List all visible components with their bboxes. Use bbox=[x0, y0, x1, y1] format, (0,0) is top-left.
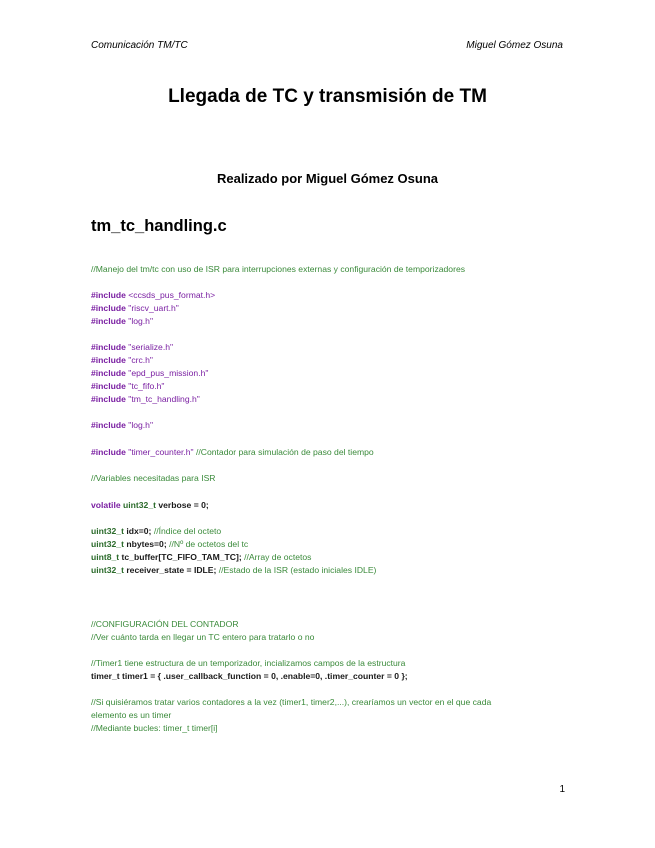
variable-declaration: uint32_t nbytes=0; //Nº de octetos del tc bbox=[91, 539, 249, 549]
variable-declaration: uint32_t receiver_state = IDLE; //Estado de la ISR (estado iniciales IDLE) bbox=[91, 565, 377, 575]
header-left: Comunicación TM/TC bbox=[91, 40, 188, 51]
include-line: #include "tm_tc_handling.h" bbox=[91, 394, 200, 404]
code-comment: //Manejo del tm/tc con uso de ISR para interrupciones externas y configuración de temporizadores bbox=[91, 264, 466, 274]
code-comment: //Si quisiéramos tratar varios contadores a la vez (timer1, timer2,...), crearíamos un vector en el que cada bbox=[91, 697, 492, 707]
author-line: Realizado por Miguel Gómez Osuna bbox=[216, 171, 439, 186]
code-comment: //Timer1 tiene estructura de un temporizador, incializamos campos de la estructura bbox=[91, 658, 406, 668]
include-line: #include "crc.h" bbox=[91, 355, 153, 365]
include-line: #include "log.h" bbox=[91, 316, 153, 326]
code-comment: elemento es un timer bbox=[91, 710, 172, 720]
variable-declaration: uint32_t idx=0; //Índice del octeto bbox=[91, 526, 222, 536]
include-line: #include "serialize.h" bbox=[91, 342, 174, 352]
timer-declaration: timer_t timer1 = { .user_callback_function = 0, .enable=0, .timer_counter = 0 }; bbox=[91, 671, 408, 681]
header-right: Miguel Gómez Osuna bbox=[466, 40, 563, 51]
include-line: #include "timer_counter.h" //Contador para simulación de paso del tiempo bbox=[91, 447, 374, 457]
include-line: #include "tc_fifo.h" bbox=[91, 381, 165, 391]
include-line: #include "log.h" bbox=[91, 420, 153, 430]
page-number: 1 bbox=[559, 784, 565, 795]
include-line: #include "riscv_uart.h" bbox=[91, 303, 179, 313]
code-comment: //Mediante bucles: timer_t timer[i] bbox=[91, 723, 218, 733]
include-line: #include <ccsds_pus_format.h> bbox=[91, 290, 216, 300]
document-title: Llegada de TC y transmisión de TM bbox=[168, 86, 487, 107]
code-comment: //CONFIGURACIÓN DEL CONTADOR bbox=[91, 619, 239, 629]
file-name-heading: tm_tc_handling.c bbox=[91, 217, 227, 235]
code-comment: //Variables necesitadas para ISR bbox=[91, 473, 216, 483]
include-line: #include "epd_pus_mission.h" bbox=[91, 368, 209, 378]
code-comment: //Ver cuánto tarda en llegar un TC entero para tratarlo o no bbox=[91, 632, 315, 642]
variable-declaration: volatile uint32_t verbose = 0; bbox=[91, 500, 209, 510]
variable-declaration: uint8_t tc_buffer[TC_FIFO_TAM_TC]; //Array de octetos bbox=[91, 552, 312, 562]
